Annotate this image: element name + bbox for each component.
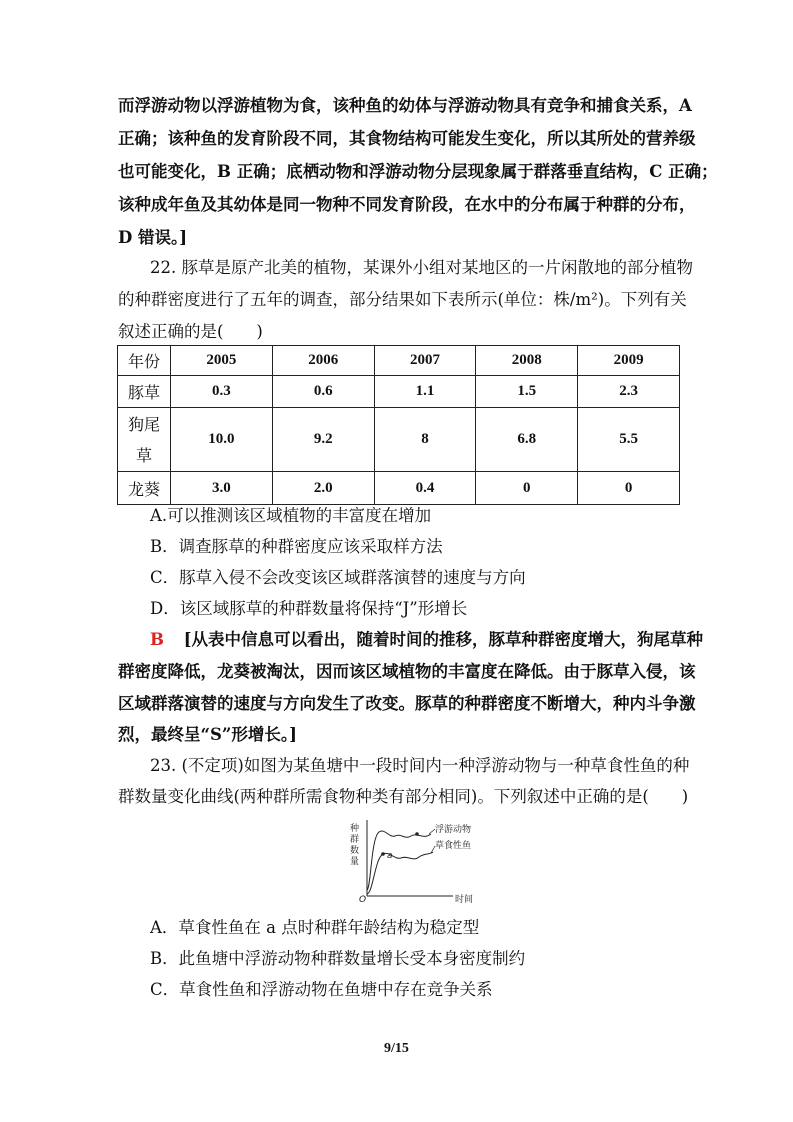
q23-stem-line: 23. (不定项)如图为某鱼塘中一段时间内一种浮游动物与一种草食性鱼的种 xyxy=(150,756,690,775)
table-cell: 5.5 xyxy=(578,408,680,472)
q22-option-c: C．豚草入侵不会改变该区域群落演替的速度与方向 xyxy=(150,568,526,587)
q22-option-b: B．调查豚草的种群密度应该采取样方法 xyxy=(150,537,443,556)
table-row xyxy=(118,472,680,505)
row-label xyxy=(118,408,171,472)
table-year: 2005 xyxy=(171,346,273,376)
table-cell: 6.8 xyxy=(476,408,578,472)
point-a-label: a xyxy=(387,851,393,861)
zooplankton-point xyxy=(415,832,419,836)
row-label: 龙葵 xyxy=(118,472,171,505)
explanation-line: 也可能变化，B 正确；底栖动物和浮游动物分层现象属于群落垂直结构，C 正确； xyxy=(118,162,718,181)
y-axis-label-char: 群 xyxy=(350,835,360,845)
table-cell: 1.1 xyxy=(374,376,476,408)
density-table xyxy=(117,345,680,505)
table-cell: 9.2 xyxy=(272,408,374,472)
x-axis-label: 时间 xyxy=(455,895,474,905)
table-cell: 0.4 xyxy=(374,472,476,505)
q22-explanation-start: [从表中信息可以看出，随着时间的推移，豚草种群密度增大，狗尾草种 xyxy=(183,630,704,649)
table-cell: 3.0 xyxy=(171,472,273,505)
table-cell: 8 xyxy=(374,408,476,472)
y-axis-label-char: 数 xyxy=(350,846,360,856)
table-cell: 1.5 xyxy=(476,376,578,408)
q22-option-d: D．该区域豚草的种群数量将保持“J”形增长 xyxy=(150,599,468,618)
page-number: 9/15 xyxy=(384,1041,409,1056)
table-year: 2007 xyxy=(374,346,476,376)
q23-option-b: B．此鱼塘中浮游动物种群数量增长受本身密度制约 xyxy=(150,949,526,968)
q22-stem-line: 的种群密度进行了五年的调查，部分结果如下表所示(单位：株/m²)。下列有关 xyxy=(118,290,687,309)
explanation-line: 正确；该种鱼的发育阶段不同，其食物结构可能发生变化，所以其所处的营养级 xyxy=(118,129,696,148)
y-axis-label-char: 种 xyxy=(350,824,360,834)
q22-answer-line xyxy=(150,630,703,650)
table-header-row xyxy=(118,346,680,376)
explanation-line: D 错误。] xyxy=(118,228,188,247)
row-label: 豚草 xyxy=(118,376,171,408)
fish-curve xyxy=(367,852,433,894)
table-year: 2008 xyxy=(476,346,578,376)
table-row xyxy=(118,408,680,472)
q22-answer: B xyxy=(150,630,164,649)
q23-option-c: C．草食性鱼和浮游动物在鱼塘中存在竞争关系 xyxy=(150,980,493,999)
table-cell: 2.0 xyxy=(272,472,374,505)
row-label-part: 草 xyxy=(135,445,152,465)
q23-stem-line: 群数量变化曲线(两种群所需食物种类有部分相同)。下列叙述中正确的是( ) xyxy=(118,787,689,806)
q22-explanation-line: 烈，最终呈“S”形增长。] xyxy=(118,725,297,744)
table-year: 2009 xyxy=(578,346,680,376)
q22-stem-line: 22. 豚草是原产北美的植物，某课外小组对某地区的一片闲散地的部分植物 xyxy=(150,258,693,277)
table-cell: 0.3 xyxy=(171,376,273,408)
table-row xyxy=(118,376,680,408)
y-axis-label-char: 量 xyxy=(350,857,360,867)
zooplankton-curve xyxy=(367,831,431,890)
explanation-line: 该种成年鱼及其幼体是同一物种不同发育阶段，在水中的分布属于种群的分布， xyxy=(118,195,696,214)
q22-explanation-line: 区域群落演替的速度与方向发生了改变。豚草的种群密度不断增大，种内斗争激 xyxy=(118,694,696,713)
q22-explanation-line: 群密度降低，龙葵被淘汰，因而该区域植物的丰富度在降低。由于豚草入侵，该 xyxy=(118,662,696,681)
table-header-label: 年份 xyxy=(118,346,171,376)
point-a xyxy=(381,852,385,856)
table-cell: 0 xyxy=(476,472,578,505)
q22-stem-line: 叙述正确的是( ) xyxy=(118,322,263,341)
explanation-line: 而浮游动物以浮游植物为食，该种鱼的幼体与浮游动物具有竞争和捕食关系，A xyxy=(118,96,692,115)
row-label-part: 狗尾 xyxy=(127,414,160,434)
table-cell: 10.0 xyxy=(171,408,273,472)
legend-fish: 草食性鱼 xyxy=(435,841,472,851)
table-year: 2006 xyxy=(272,346,374,376)
q23-option-a: A．草食性鱼在 a 点时种群年龄结构为稳定型 xyxy=(150,918,480,937)
table-cell: 2.3 xyxy=(578,376,680,408)
legend-zooplankton: 浮游动物 xyxy=(435,825,472,835)
population-curve-figure xyxy=(345,818,515,908)
table-cell: 0 xyxy=(578,472,680,505)
table-cell: 0.6 xyxy=(272,376,374,408)
origin-label: O xyxy=(359,895,367,905)
q22-option-a: A.可以推测该区域植物的丰富度在增加 xyxy=(150,506,432,525)
